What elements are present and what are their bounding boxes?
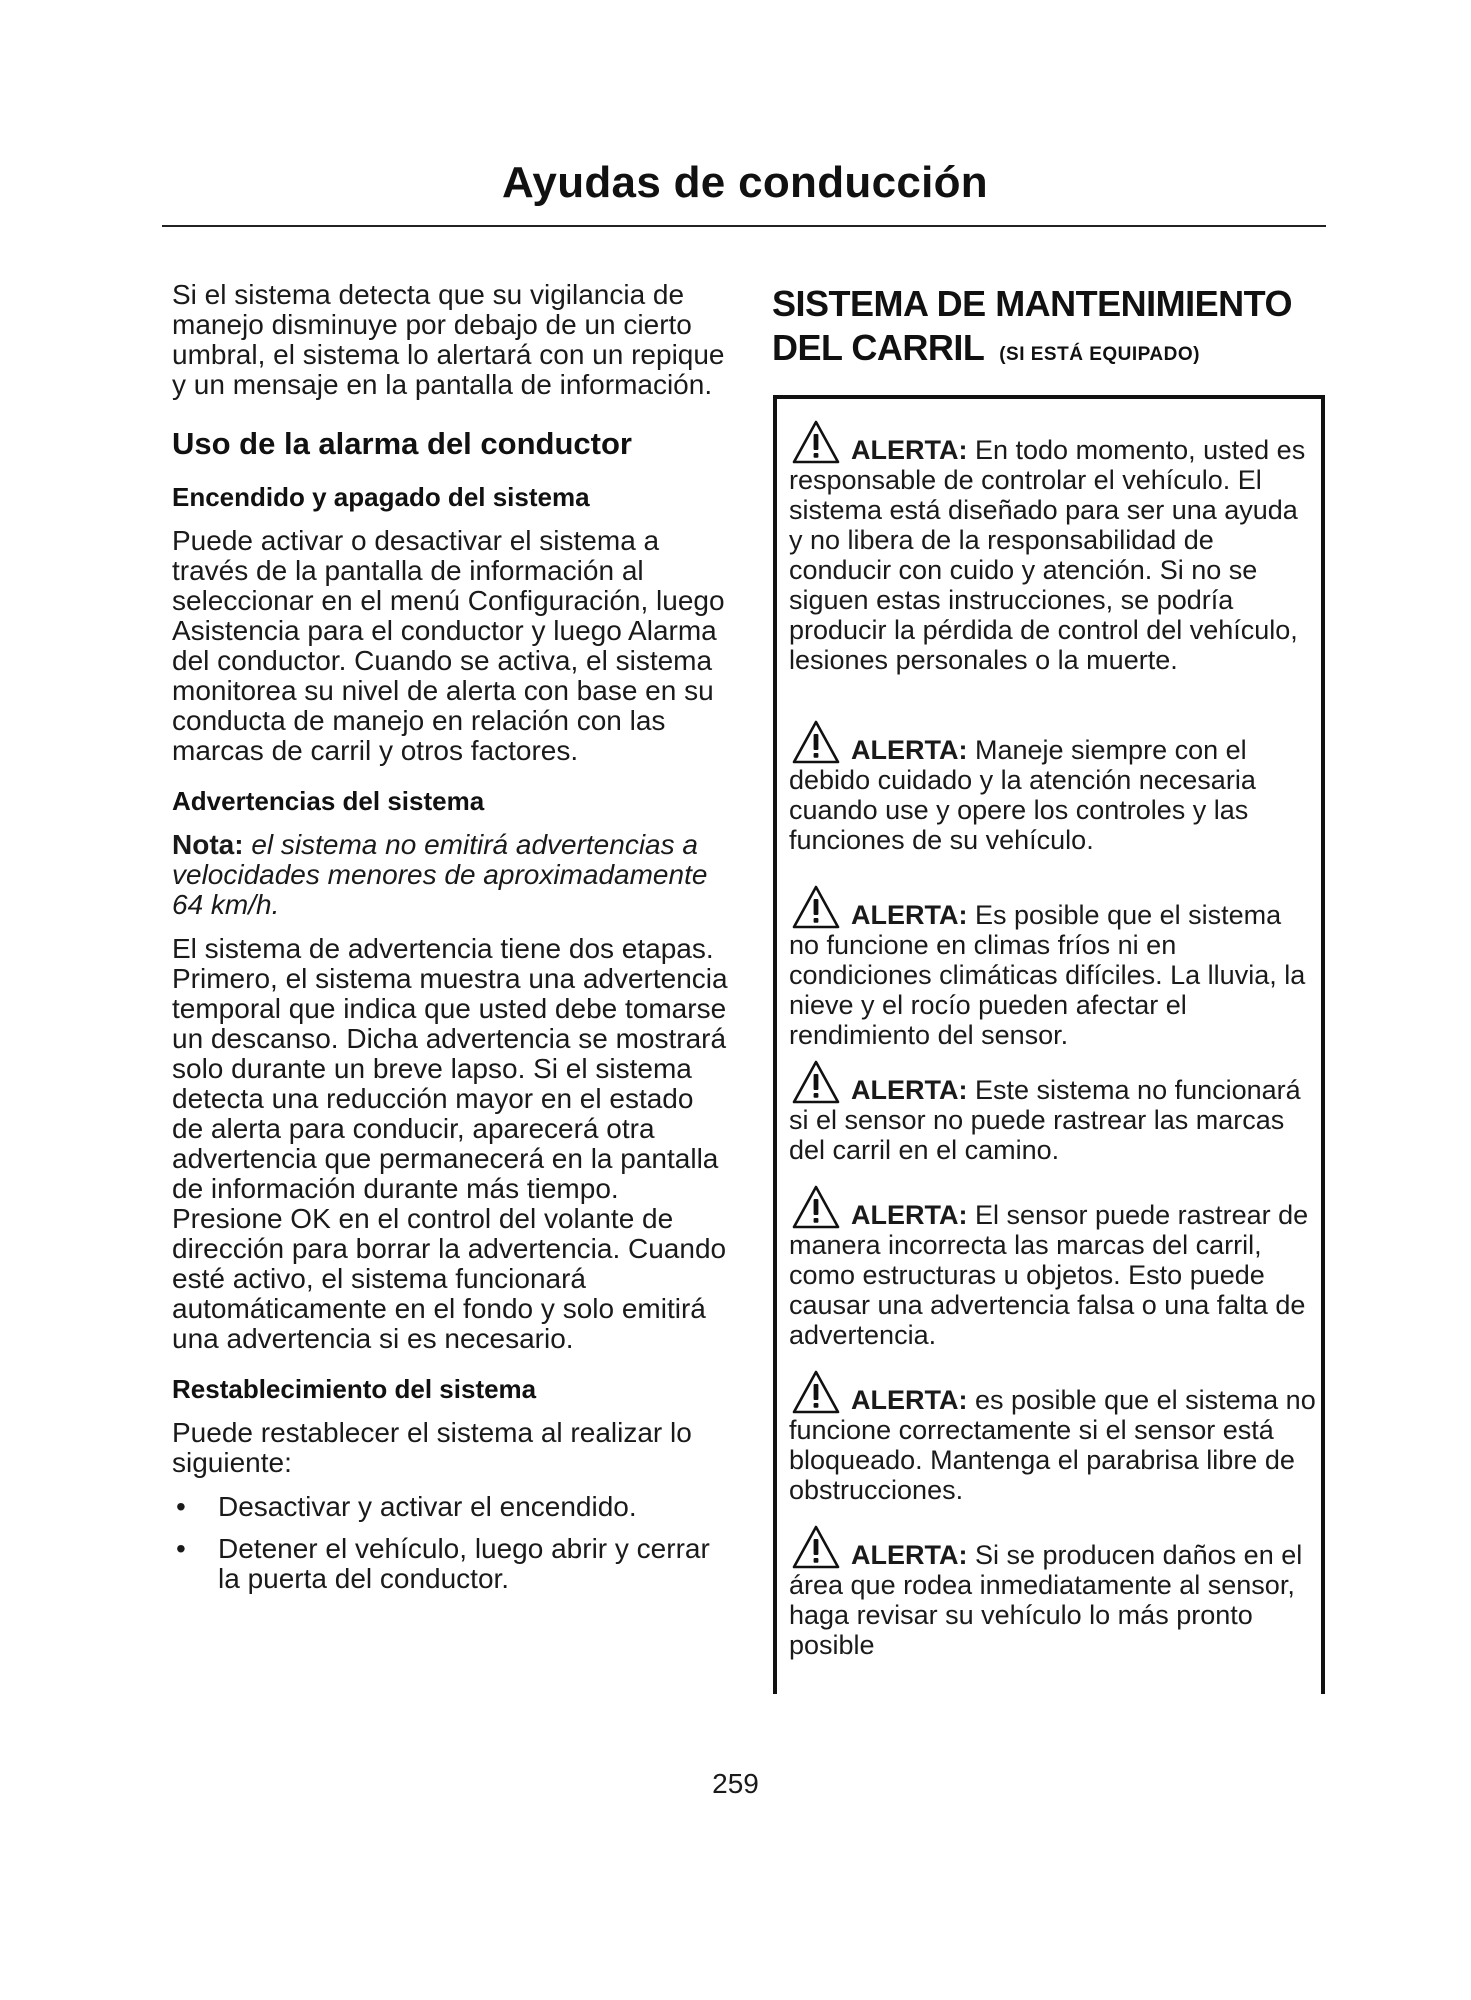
bullet-marker: • <box>176 1491 186 1522</box>
note-label: Nota: <box>172 829 244 860</box>
warning-text: es posible que el sistema no funcione correctamente si el sensor está bloqueado. Mantenga el parabrisa libre de obstrucciones. <box>789 1385 1316 1505</box>
warning-triangle-icon <box>791 419 841 465</box>
warning-text: Si se producen daños en el área que rodea inmediatamente al sensor, haga revisar su vehículo lo más pronto posible <box>789 1540 1303 1660</box>
section-title-suffix: (SI ESTÁ EQUIPADO) <box>999 344 1200 365</box>
list-item <box>172 1492 732 1522</box>
warning-label: ALERTA: <box>851 1540 968 1570</box>
warning-item <box>789 419 1317 675</box>
warning-triangle-icon <box>791 719 841 765</box>
warning-text: Es posible que el sistema no funcione en climas fríos ni en condiciones climáticas difíciles. La lluvia, la nieve y el rocío pueden afectar el rendimiento del sensor. <box>789 900 1306 1050</box>
warning-text: Maneje siempre con el debido cuidado y la atención necesaria cuando use y opere los controles y las funciones de su vehículo. <box>789 735 1256 855</box>
reset-steps-list <box>172 1492 732 1594</box>
reset-paragraph: Puede restablecer el sistema al realizar lo siguiente: <box>172 1417 692 1478</box>
warning-item <box>789 1524 1317 1660</box>
list-item <box>172 1534 732 1594</box>
warning-label: ALERTA: <box>851 435 968 465</box>
page-title: Ayudas de conducción <box>501 158 988 207</box>
warning-triangle-icon <box>791 1059 841 1105</box>
warning-label: ALERTA: <box>851 735 968 765</box>
on-off-paragraph: Puede activar o desactivar el sistema a través de la pantalla de información al seleccionar en el menú Configuración, luego Asistencia para el conductor y luego Alarma del conductor. Cuando se activa, el sistema monitorea su nivel de alerta con base en su conducta de manejo en relación con las marcas de carril y otros factores. <box>172 525 725 766</box>
warning-text: Este sistema no funcionará si el sensor no puede rastrear las marcas del carril en el camino. <box>789 1075 1301 1165</box>
title-divider <box>162 225 1326 227</box>
heading-on-off: Encendido y apagado del sistema <box>172 482 590 512</box>
warning-triangle-icon <box>791 1369 841 1415</box>
note-text: el sistema no emitirá advertencias a velocidades menores de aproximadamente 64 km/h. <box>172 829 708 920</box>
warning-triangle-icon <box>791 884 841 930</box>
warning-label: ALERTA: <box>851 1200 968 1230</box>
bullet-marker: • <box>176 1533 186 1564</box>
list-item-text: Desactivar y activar el encendido. <box>218 1491 637 1522</box>
list-item-text: Detener el vehículo, luego abrir y cerrar la puerta del conductor. <box>218 1533 710 1594</box>
warning-item <box>789 1369 1317 1505</box>
warning-label: ALERTA: <box>851 1385 968 1415</box>
warnings-box <box>773 395 1325 1694</box>
warning-text: En todo momento, usted es responsable de controlar el vehículo. El sistema está diseñado para ser una ayuda y no libera de la responsabilidad de conducir con cuido y atención. Si no se siguen estas instrucciones, se podría producir la pérdida de control del vehículo, lesiones personales o la muerte. <box>789 435 1306 675</box>
warning-label: ALERTA: <box>851 1075 968 1105</box>
intro-paragraph: Si el sistema detecta que su vigilancia de manejo disminuye por debajo de un cierto umbral, el sistema lo alertará con un repique y un mensaje en la pantalla de información. <box>172 279 725 400</box>
left-column <box>172 280 732 1606</box>
warning-item <box>789 1184 1317 1350</box>
section-title-text: SISTEMA DE MANTENIMIENTO DEL CARRIL <box>772 283 1293 368</box>
warning-item <box>789 719 1317 855</box>
warning-triangle-icon <box>791 1184 841 1230</box>
warning-item <box>789 884 1317 1050</box>
heading-system-warnings: Advertencias del sistema <box>172 786 485 816</box>
warning-label: ALERTA: <box>851 900 968 930</box>
page-number: 259 <box>712 1768 759 1799</box>
warning-triangle-icon <box>791 1524 841 1570</box>
warnings-paragraph: El sistema de advertencia tiene dos etapas. Primero, el sistema muestra una advertencia temporal que indica que usted debe tomarse un descanso. Dicha advertencia se mostrará solo durante un breve lapso. Si el sistema detecta una reducción mayor en el estado de alerta para conducir, aparecerá otra advertencia que permanecerá en la pantalla de información durante más tiempo. Presione OK en el control del volante de dirección para borrar la advertencia. Cuando esté activo, el sistema funcionará automáticamente en el fondo y solo emitirá una advertencia si es necesario. <box>172 933 728 1354</box>
warning-text: El sensor puede rastrear de manera incorrecta las marcas del carril, como estructuras u objetos. Esto puede causar una advertencia falsa o una falta de advertencia. <box>789 1200 1309 1350</box>
heading-system-reset: Restablecimiento del sistema <box>172 1374 537 1404</box>
note-paragraph <box>172 830 732 920</box>
section-title <box>772 282 1332 377</box>
heading-driver-alert-use: Uso de la alarma del conductor <box>172 426 632 461</box>
warning-item <box>789 1059 1317 1165</box>
